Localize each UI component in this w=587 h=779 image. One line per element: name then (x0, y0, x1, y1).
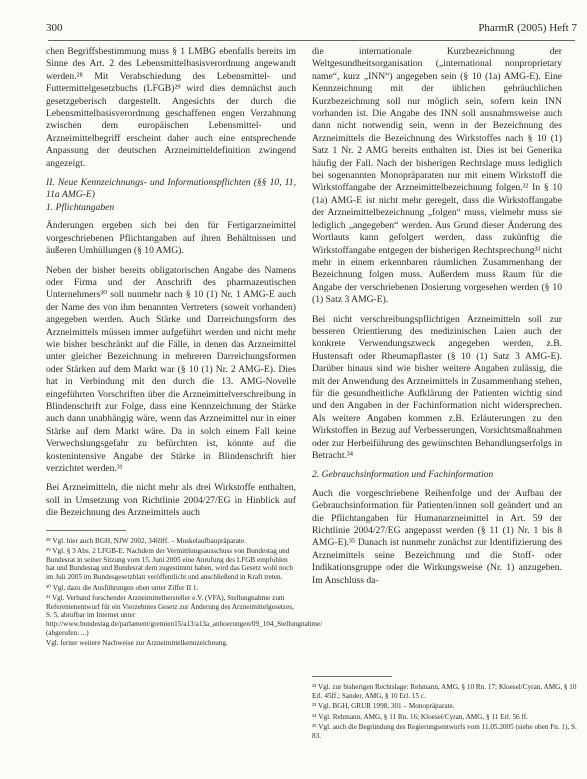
left-paragraph-4: Bei Arzneimitteln, die nicht mehr als drei Wirkstoffe enthalten, soll in Umsetzung von Richtlinie 2004/27/EG in Hinblick auf die Bezeichnung des Arzneimittels auch (46, 482, 296, 519)
footnote: ²⁹ Vgl. § 3 Abs. 2 LFGB-E. Nachdem der Vermittlungsausschuss von Bundestag und Bundesrat in seiner Sitzung vom 15. Juni 2005 eine Anrufung des LFGB empfohlen hat und Bundestag und Bundesrat dem zugestimmt haben, wird das Gesetz wohl noch im Juli 2005 im Bundesgesetzblatt veröffentlicht und anschließend in Kraft treten. (46, 547, 293, 581)
footnote-rule (46, 530, 126, 531)
footnote: ³¹ Vgl. Verband forschender Arzneimittelhersteller e.V. (VFA), Stellungnahme zum Referentenentwurf für ein Vierzehntes Gesetz zur Änderung des Arzneimittelgesetzes, S. 5, abrufbar im Internet unter http://www.bundestag.de/parlament/gremien15/a13/a13a_anhoerungen/09_104_Stellungnahme/ (abgerufen: ...) (46, 594, 323, 637)
left-paragraph-2: Änderungen ergeben sich bei den für Fertigarzneimittel vorgeschriebenen Pflichtangaben auf ihren Behältnissen und äußeren Umhüllungen (§ 10 AMG). (46, 220, 296, 257)
right-paragraph-3: Auch die vorgeschriebene Reihenfolge und der Aufbau der Gebrauchsinformation für Patienten/innen soll geändert und an die Pflichtangaben für Humanarzneimittel in Art. 59 der Richtlinie 2004/27/EG angepasst werden (§ 11 (1) Nr. 1 bis 8 AMG-E).³⁵ Danach ist nunmehr zunächst zur Identifizierung des Arzneimittels seine Bezeichnung und die Stoff- oder Indikationsgruppe oder die Wirkungsweise (Nr. 1) anzugeben. Im Anschluss da- (312, 487, 562, 586)
footnote: ³⁰ Vgl. dazu die Ausführungen oben unter Ziffer II 1. (46, 583, 199, 592)
subsection-heading-pflichtangaben: 1. Pflichtangaben (46, 201, 115, 213)
footnote: ³² Vgl. zur bisherigen Rechtslage: Rehmann, AMG, § 10 Rn. 17; Kloesel/Cyran, AMG, § 10 Erl. 45ff.; Sander, AMG, § 10 Erl. 15 c. (312, 683, 577, 700)
page-header (0, 0, 587, 50)
left-paragraph-3: Neben der bisher bereits obligatorischen Angabe des Namens oder Firma und der Anschrift des pharmazeutischen Unternehmers³⁰ soll nunmehr nach § 10 (1) Nr. 1 AMG-E auch der Name des von ihm benannten Vertreters (soweit vorhanden) angegeben werden. Auch Stärke und Darreichungsform des Arzneimittels müssen immer aufgeführt werden und nicht mehr wie bisher beschränkt auf die Fälle, in denen das Arzneimittel unter gleicher Bezeichnung in mehreren Darreichungsformen oder Stärken auf dem Markt war (§ 10 (1) Nr. 2 AMG-E). Dies hat in Verbindung mit den durch die 13. AMG-Novelle eingeführten Vorschriften über die Arzneimittelverschreibung in Blindenschrift zur Folge, dass eine Kennzeichnung der Stärke auch dann unabhängig wäre, wenn das Arzneimittel nur in einer Stärke auf dem Markt wäre. Da in solch einem Fall keine Verwechslungsgefahr zu befürchten ist, könnte auf die kostenintensive Angabe der Stärke in Blindenschrift hier verzichtet werden.³¹ (46, 264, 296, 474)
footnote: ³⁵ Vgl. auch die Begründung des Regierungsentwurfs vom 11.05.2005 (siehe oben Fn. 1), S. 83. (312, 723, 577, 740)
footnote: ²⁸ Vgl. hier auch BGH, NJW 2002, 3469ff. – Muskelaufbaupräparate. (46, 536, 246, 545)
header-rule (48, 40, 575, 41)
left-footnotes (46, 536, 323, 648)
right-paragraph-1: die internationale Kurzbezeichnung der Weltgesundheitsorganisation („international nonproprietary name“, kurz „INN“) angegeben sein (§ 10 (1a) AMG-E). Eine Kennzeichnung mit der üblichen gebräuchlichen Kurzbezeichnung soll nur möglich sein, sofern kein INN vorhanden ist. Die Angabe des INN soll ausnahmsweise auch dann nicht notwendig sein, wenn in der Bezeichnung des Arzneimittels die Bezeichnung des Wirkstoffes nach § 10 (1) Satz 1 Nr. 2 AMG bereits enthalten ist. Dies ist bei Generika häufig der Fall. Nach der bisherigen Rechtslage muss lediglich bei sogenannten Monopräparaten nur mit einem Wirkstoff die Wirkstoffangabe der Arzneimittelbezeichnung folgen.³² In § 10 (1a) AMG-E ist nicht mehr geregelt, dass die Wirkstoffangabe der Arzneimittelbezeichnung „folgen“ muss, vielmehr muss sie lediglich „angegeben“ werden. Aus Grund dieser Änderung des Wortlauts kann gefolgert werden, dass zukünftig die Wirkstoffangabe entgegen der bisherigen Rechtsprechung³³ nicht mehr in einem erkennbaren räumlichen Zusammenhang der Bezeichnung folgen muss. Außerdem muss Raum für die Angabe der verschriebenen Dosierung vorgesehen werden (§ 10 (1) Satz 3 AMG-E). (312, 46, 562, 306)
left-paragraph-1: chen Begriffsbestimmung muss § 1 LMBG ebenfalls bereits im Sinne des Art. 2 des Lebensmittelbasisverordnung angewandt werden.²⁸ Mit Verabschiedung des Lebensmittel- und Futtermittelgesetzbuchs (LFGB)²⁹ wird dies demnächst auch gesetzgeberisch dargestellt. Angesichts der durch die Lebensmittelbasisverordnung geschaffenen engen Verzahnung zwischen dem europäischen Lebensmittel- und Arzneimittelbegriff erscheint daher auch eine entsprechende Anpassung der deutschen Arzneimitteldefinition zwingend angezeigt. (46, 46, 296, 169)
left-column (46, 46, 323, 650)
footnote: ³³ Vgl. BGH, GRUR 1998, 301 – Monopräparate. (312, 702, 455, 711)
subsection-heading-text: 2. Gebrauchsinformation und Fachinformation (312, 469, 494, 481)
section-heading-text: II. Neue Kennzeichnungs- und Informationspflichten (§§ 10, 11, 11a AMG-E) (46, 177, 296, 201)
footnote-rule (312, 676, 392, 677)
right-paragraph-2: Bei nicht verschreibungspflichtigen Arzneimitteln soll zur besseren Orientierung des medizinischen Laien auch der konkrete Verwendungszweck angegeben werden, z.B. Hustensaft oder Rheumapflaster (§ 10 (1) Satz 3 AMG-E). Darüber hinaus sind wie bisher weitere Angaben zulässig, die mit der Anwendung des Arzneimittels in Zusammenhang stehen, für die gesundheitliche Aufklärung der Patienten wichtig sind und den Angaben in der Fachinformation nicht widersprechen. Als weitere Angaben kommen z.B. Erläuterungen zu den Wirkstoffen in Bezug auf Verbesserungen, Vorsichtsmaßnahmen oder zur Herbeiführung des gewünschten Behandlungserfolgs in Betracht.³⁴ (312, 313, 562, 461)
footnote: ³⁴ Vgl. Rehmann, AMG, § 11 Rn. 16; Kloesel/Cyran, AMG, § 11 Erl. 56 ff. (312, 712, 528, 721)
journal-title: PharmR (2005) Heft 7 (478, 22, 577, 34)
right-footnotes (312, 676, 577, 743)
subsection-heading-gebrauchsinformation (312, 469, 562, 481)
right-column (312, 46, 562, 594)
section-heading (46, 177, 296, 214)
footnote: Vgl. ferner weitere Nachweise zur Arzneimittelkennzeichnung. (46, 639, 228, 648)
page-number: 300 (46, 22, 63, 34)
